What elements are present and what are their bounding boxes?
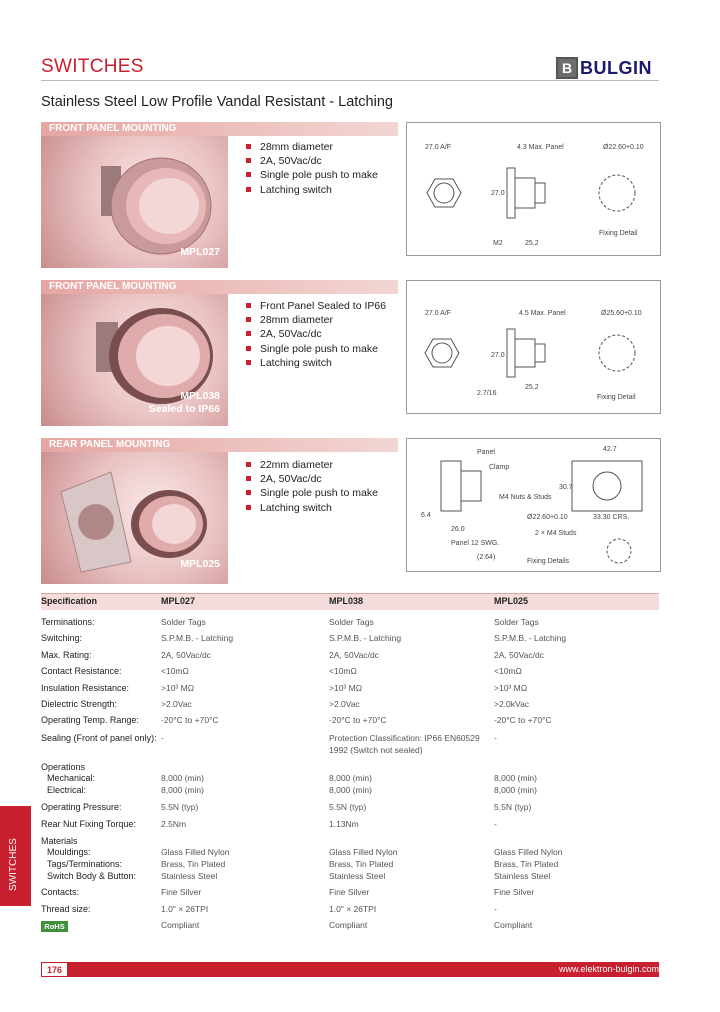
page-category-title: SWITCHES <box>41 56 144 77</box>
feature-item: 2A, 50Vac/dc <box>246 472 378 486</box>
dim-text: 2 × M4 Studs <box>535 530 577 537</box>
dim-text: 27.0 A/F <box>425 310 452 317</box>
spec-header-label: Specification <box>41 596 98 606</box>
spec-row-label: Switching: <box>41 633 83 644</box>
spec-row-value: 1992 (Switch not sealed) <box>329 745 423 755</box>
spec-row-label: Sealing (Front of panel only): <box>41 733 157 743</box>
dim-text: Ø25.60+0.10 <box>601 310 642 317</box>
dim-text: Fixing Details <box>527 558 570 565</box>
spec-row-value: Glass Filled Nylon <box>494 847 563 857</box>
spec-row-value: - <box>494 819 497 829</box>
feature-list-1 <box>246 140 378 197</box>
spec-row-value: Fine Silver <box>329 887 370 897</box>
spec-row-value: >10³ MΩ <box>161 682 195 693</box>
dim-text: 27.0 <box>491 190 505 197</box>
spec-row-label: Switch Body & Button: <box>47 871 137 881</box>
section-band-label: FRONT PANEL MOUNTING <box>49 123 177 134</box>
dim-text: M4 Nuts & Studs <box>499 494 552 501</box>
header-divider <box>41 80 659 81</box>
spec-row-value: 8,000 (min) <box>161 773 204 783</box>
dim-text: (2.64) <box>477 554 496 561</box>
dim-text: 4.3 Max. Panel <box>517 144 564 151</box>
spec-row-value: Brass, Tin Plated <box>494 859 559 869</box>
category-side-tab <box>0 806 31 906</box>
spec-row-value: >10³ MΩ <box>329 682 363 693</box>
dim-text: 4.5 Max. Panel <box>519 310 566 317</box>
spec-row-value: Brass, Tin Plated <box>329 859 394 869</box>
dim-text: 42.7 <box>603 446 617 453</box>
spec-row-value: <10mΩ <box>329 666 357 677</box>
section-band-label: REAR PANEL MOUNTING <box>49 439 171 450</box>
spec-row-value: 5.5N (typ) <box>161 802 199 812</box>
spec-row-label: Terminations: <box>41 617 95 627</box>
spec-row-value: 8,000 (min) <box>161 785 204 795</box>
product-photo-mpl038 <box>41 294 228 426</box>
spec-header-mpl027: MPL027 <box>161 596 196 606</box>
spec-header-mpl025: MPL025 <box>494 596 529 606</box>
spec-row-label: Tags/Terminations: <box>47 859 123 869</box>
spec-row-value: Compliant <box>329 920 368 930</box>
dim-text: 25.2 <box>525 240 539 247</box>
spec-row-label: Operating Temp. Range: <box>41 715 139 726</box>
feature-item: Latching switch <box>246 356 386 370</box>
spec-row-value: <10mΩ <box>161 666 189 677</box>
feature-item: 2A, 50Vac/dc <box>246 154 378 168</box>
spec-row-value: S.P.M.B. - Latching <box>161 633 234 644</box>
spec-row-value: - <box>161 733 164 743</box>
spec-row-value: 8,000 (min) <box>494 785 537 795</box>
feature-item: Single pole push to make <box>246 342 386 356</box>
dim-text: Fixing Detail <box>597 394 636 401</box>
spec-table-header <box>41 593 659 610</box>
feature-item: 2A, 50Vac/dc <box>246 327 386 341</box>
spec-row-value: -20°C to +70°C <box>494 715 552 726</box>
spec-row-label: Operating Pressure: <box>41 802 122 812</box>
bulgin-logo-mark: B <box>556 57 578 79</box>
dim-text: Ø22.60+0.10 <box>527 514 568 521</box>
spec-row-value: S.P.M.B. - Latching <box>329 633 402 644</box>
section-band-1 <box>41 122 398 136</box>
technical-drawing-1 <box>406 122 661 256</box>
feature-item: Latching switch <box>246 183 378 197</box>
feature-list-2 <box>246 299 386 370</box>
spec-row-value: 1.13Nm <box>329 819 359 829</box>
product-photo-mpl027 <box>41 136 228 268</box>
dim-text: 27.0 A/F <box>425 144 452 151</box>
spec-row-value: 5.5N (typ) <box>329 802 367 812</box>
spec-row-label: Materials <box>41 836 78 846</box>
dim-text: 27.0 <box>491 352 505 359</box>
spec-row-value: >2.0Vac <box>161 699 192 709</box>
model-label: MPL038 <box>180 390 220 402</box>
dim-text: 25.2 <box>525 384 539 391</box>
spec-row-value: Stainless Steel <box>329 871 386 881</box>
spec-row-label: Max. Rating: <box>41 649 92 660</box>
model-label: MPL027 <box>180 246 220 258</box>
bulgin-logo <box>556 57 652 79</box>
dim-text: Panel 12 SWG. <box>451 540 500 547</box>
spec-row-label: Insulation Resistance: <box>41 682 130 693</box>
feature-item: Latching switch <box>246 501 378 515</box>
spec-row-value: Brass, Tin Plated <box>161 859 226 869</box>
spec-row-value: <10mΩ <box>494 666 522 677</box>
spec-row-value: >2.0kVac <box>494 699 530 709</box>
model-sublabel: Sealed to IP66 <box>148 403 220 415</box>
spec-row-value: >10³ MΩ <box>494 682 528 693</box>
product-photo-mpl025 <box>41 452 228 584</box>
spec-row-value: - <box>494 904 497 914</box>
model-label: MPL025 <box>180 558 220 570</box>
spec-row-label: Thread size: <box>41 904 91 914</box>
dim-text: Fixing Detail <box>599 230 638 237</box>
section-band-label: FRONT PANEL MOUNTING <box>49 281 177 292</box>
spec-row-value: Solder Tags <box>494 617 539 627</box>
feature-item: 22mm diameter <box>246 458 378 472</box>
spec-row-value: >2.0Vac <box>329 699 360 709</box>
spec-row-value: Solder Tags <box>161 617 206 627</box>
spec-row-value: 1.0" × 26TPI <box>329 904 377 914</box>
rohs-badge: RoHS <box>41 921 68 932</box>
spec-row-label: Rear Nut Fixing Torque: <box>41 819 136 829</box>
page-subtitle: Stainless Steel Low Profile Vandal Resistant - Latching <box>41 94 393 110</box>
spec-row-value: Stainless Steel <box>161 871 218 881</box>
spec-row-value: Fine Silver <box>161 887 202 897</box>
spec-row-value: 8,000 (min) <box>329 785 372 795</box>
spec-row-value: Compliant <box>494 920 533 930</box>
feature-item: Front Panel Sealed to IP66 <box>246 299 386 313</box>
dim-text: 2.7/16 <box>477 390 497 397</box>
spec-row-value: -20°C to +70°C <box>161 715 219 726</box>
dim-text: 30.7 <box>559 484 573 491</box>
dim-text: 33.30 CRS. <box>593 514 630 521</box>
spec-row-label: Contacts: <box>41 887 80 897</box>
section-band-3 <box>41 438 398 452</box>
spec-header-mpl038: MPL038 <box>329 596 364 606</box>
feature-list-3 <box>246 458 378 515</box>
bulgin-logo-text: BULGIN <box>580 57 652 78</box>
dim-text: 6.4 <box>421 512 431 519</box>
dim-text: Clamp <box>489 464 510 471</box>
section-band-2 <box>41 280 398 294</box>
feature-item: 28mm diameter <box>246 140 378 154</box>
spec-row-label: Dielectric Strength: <box>41 699 118 709</box>
dim-text: M2 <box>493 240 503 247</box>
spec-row-label: Mouldings: <box>47 847 91 857</box>
spec-row-label: Electrical: <box>47 785 87 795</box>
side-tab-label: SWITCHES <box>8 838 19 891</box>
spec-row-value: - <box>494 733 497 743</box>
technical-drawing-2 <box>406 280 661 414</box>
feature-item: 28mm diameter <box>246 313 386 327</box>
spec-row-label: Mechanical: <box>47 773 96 783</box>
spec-row-value: Stainless Steel <box>494 871 551 881</box>
feature-item: Single pole push to make <box>246 168 378 182</box>
spec-row-value: 2.5Nm <box>161 819 187 829</box>
spec-row-label: Contact Resistance: <box>41 666 122 677</box>
spec-row-value: Glass Filled Nylon <box>329 847 398 857</box>
feature-item: Single pole push to make <box>246 486 378 500</box>
spec-row-value: 2A, 50Vac/dc <box>329 649 379 660</box>
spec-row-value: S.P.M.B. - Latching <box>494 633 567 644</box>
technical-drawing-3 <box>406 438 661 572</box>
spec-row-value: -20°C to +70°C <box>329 715 387 726</box>
dim-text: 26.0 <box>451 526 465 533</box>
spec-row-value: Fine Silver <box>494 887 535 897</box>
spec-row-value: Solder Tags <box>329 617 374 627</box>
footer-url[interactable]: www.elektron-bulgin.com <box>558 964 659 974</box>
spec-row-value: 1.0" × 26TPI <box>161 904 209 914</box>
spec-row-value: Compliant <box>161 920 200 930</box>
spec-row-value: 8,000 (min) <box>494 773 537 783</box>
spec-row-value: Glass Filled Nylon <box>161 847 230 857</box>
dim-text: Panel <box>477 449 495 456</box>
spec-row-value: 8,000 (min) <box>329 773 372 783</box>
spec-row-value: 2A, 50Vac/dc <box>161 649 211 660</box>
dim-text: Ø22.60+0.10 <box>603 144 644 151</box>
spec-row-value: 2A, 50Vac/dc <box>494 649 544 660</box>
spec-row-value: 5.5N (typ) <box>494 802 532 812</box>
spec-row-value: Protection Classification: IP66 EN60529 <box>329 733 480 743</box>
spec-row-label: Operations <box>41 762 86 772</box>
page-number: 176 <box>41 962 68 977</box>
